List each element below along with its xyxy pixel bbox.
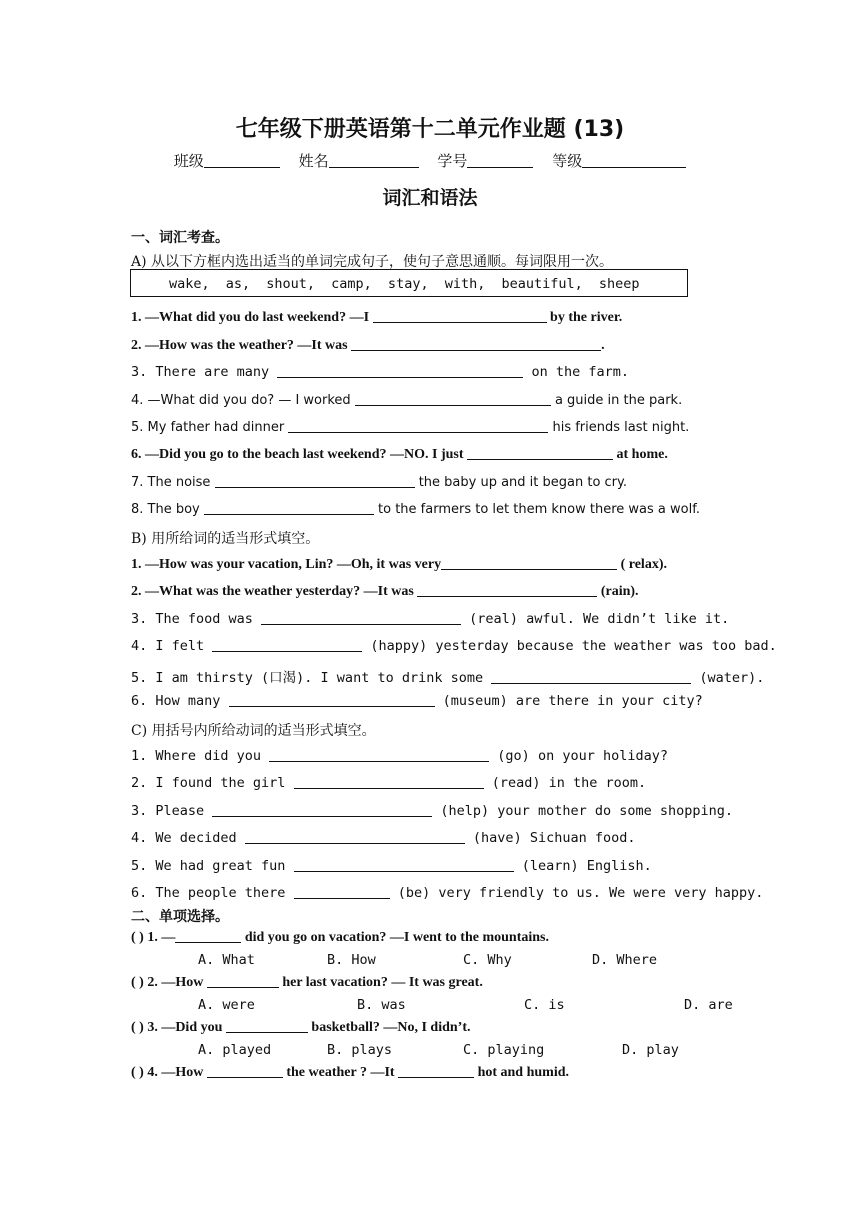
mc-question-2: ( ) 2. —How her last vacation? — It was great. xyxy=(131,975,483,990)
mc1-option-a[interactable]: A. What xyxy=(198,952,255,968)
answer-blank[interactable] xyxy=(355,392,551,406)
answer-blank[interactable] xyxy=(212,803,432,817)
answer-blank[interactable] xyxy=(207,1064,283,1078)
question-C1: 1. Where did you (go) on your holiday? xyxy=(131,748,668,764)
answer-blank[interactable] xyxy=(269,748,489,762)
question-C6: 6. The people there (be) very friendly to us. We were very happy. xyxy=(131,885,764,901)
part1-heading: 一、词汇考查。 xyxy=(131,230,229,246)
id-label: 学号 xyxy=(437,152,468,170)
answer-blank[interactable] xyxy=(229,693,435,707)
student-info-line xyxy=(0,150,860,171)
question-A8: 8. The boy to the farmers to let them know there was a wolf. xyxy=(131,502,700,517)
word-bank: wake, as, shout, camp, stay, with, beautiful, sheep xyxy=(169,276,640,292)
mc2-option-a[interactable]: A. were xyxy=(198,997,255,1013)
class-field[interactable] xyxy=(204,151,280,168)
answer-blank[interactable] xyxy=(212,638,362,652)
question-A6: 6. —Did you go to the beach last weekend? —NO. I just at home. xyxy=(131,447,668,462)
answer-blank[interactable] xyxy=(351,337,601,351)
question-B4: 4. I felt (happy) yesterday because the weather was too bad. xyxy=(131,638,777,654)
answer-blank[interactable] xyxy=(288,419,548,433)
mc3-option-b[interactable]: B. plays xyxy=(327,1042,393,1058)
name-field[interactable] xyxy=(329,151,419,168)
question-A2: 2. —How was the weather? —It was . xyxy=(131,338,605,353)
answer-blank[interactable] xyxy=(245,830,465,844)
answer-blank[interactable] xyxy=(467,446,613,460)
partC-instruction: C) 用括号内所给动词的适当形式填空。 xyxy=(131,723,376,739)
mc2-option-c[interactable]: C. is xyxy=(524,997,565,1013)
answer-blank[interactable] xyxy=(175,929,241,943)
mc2-option-d[interactable]: D. are xyxy=(684,997,733,1013)
question-B1: 1. —How was your vacation, Lin? —Oh, it was very ( relax). xyxy=(131,557,667,572)
mc2-option-b[interactable]: B. was xyxy=(357,997,406,1013)
question-A3: 3. There are many on the farm. xyxy=(131,364,629,380)
answer-blank[interactable] xyxy=(491,670,691,684)
question-A7: 7. The noise the baby up and it began to cry. xyxy=(131,475,627,490)
id-field[interactable] xyxy=(467,151,533,168)
question-A5: 5. My father had dinner his friends last night. xyxy=(131,420,690,435)
part2-heading: 二、单项选择。 xyxy=(131,909,229,925)
partA-instruction: A) 从以下方框内选出适当的单词完成句子，使句子意思通顺。每词限用一次。 xyxy=(131,254,614,270)
page-title: 七年级下册英语第十二单元作业题 (13) xyxy=(235,117,625,142)
question-C3: 3. Please (help) your mother do some shopping. xyxy=(131,803,734,819)
mc3-option-c[interactable]: C. playing xyxy=(463,1042,545,1058)
question-B6: 6. How many (museum) are there in your city? xyxy=(131,693,703,709)
question-A4: 4. —What did you do? — I worked a guide in the park. xyxy=(131,393,683,408)
answer-blank[interactable] xyxy=(261,611,461,625)
answer-blank[interactable] xyxy=(441,556,617,570)
question-B3: 3. The food was (real) awful. We didn’t like it. xyxy=(131,611,730,627)
question-B2: 2. —What was the weather yesterday? —It was (rain). xyxy=(131,584,639,599)
mc1-option-d[interactable]: D. Where xyxy=(592,952,658,968)
word-bank-box xyxy=(130,269,688,297)
partB-instruction: B) 用所给词的适当形式填空。 xyxy=(131,531,320,547)
mc3-option-d[interactable]: D. play xyxy=(622,1042,679,1058)
mc3-option-a[interactable]: A. played xyxy=(198,1042,272,1058)
class-label: 班级 xyxy=(173,152,204,170)
section-subtitle: 词汇和语法 xyxy=(382,187,478,209)
answer-blank[interactable] xyxy=(294,775,484,789)
question-B5: 5. I am thirsty (口渴). I want to drink some (water). xyxy=(131,670,765,686)
name-label: 姓名 xyxy=(298,152,329,170)
answer-blank[interactable] xyxy=(207,974,279,988)
answer-blank[interactable] xyxy=(226,1019,308,1033)
mc-question-3: ( ) 3. —Did you basketball? —No, I didn’t. xyxy=(131,1020,471,1035)
answer-blank[interactable] xyxy=(294,858,514,872)
answer-blank[interactable] xyxy=(373,309,547,323)
grade-label: 等级 xyxy=(552,152,583,170)
question-C4: 4. We decided (have) Sichuan food. xyxy=(131,830,636,846)
grade-field[interactable] xyxy=(582,151,686,168)
mc-question-1: ( ) 1. — did you go on vacation? —I went to the mountains. xyxy=(131,930,549,945)
answer-blank[interactable] xyxy=(215,474,415,488)
mc-question-4: ( ) 4. —How the weather ? —It hot and humid. xyxy=(131,1065,569,1080)
answer-blank[interactable] xyxy=(294,885,390,899)
question-C2: 2. I found the girl (read) in the room. xyxy=(131,775,647,791)
mc1-option-c[interactable]: C. Why xyxy=(463,952,512,968)
answer-blank[interactable] xyxy=(417,583,597,597)
answer-blank[interactable] xyxy=(277,364,523,378)
answer-blank[interactable] xyxy=(204,501,374,515)
question-C5: 5. We had great fun (learn) English. xyxy=(131,858,652,874)
question-A1: 1. —What did you do last weekend? —I by the river. xyxy=(131,310,623,325)
answer-blank[interactable] xyxy=(398,1064,474,1078)
mc1-option-b[interactable]: B. How xyxy=(327,952,376,968)
